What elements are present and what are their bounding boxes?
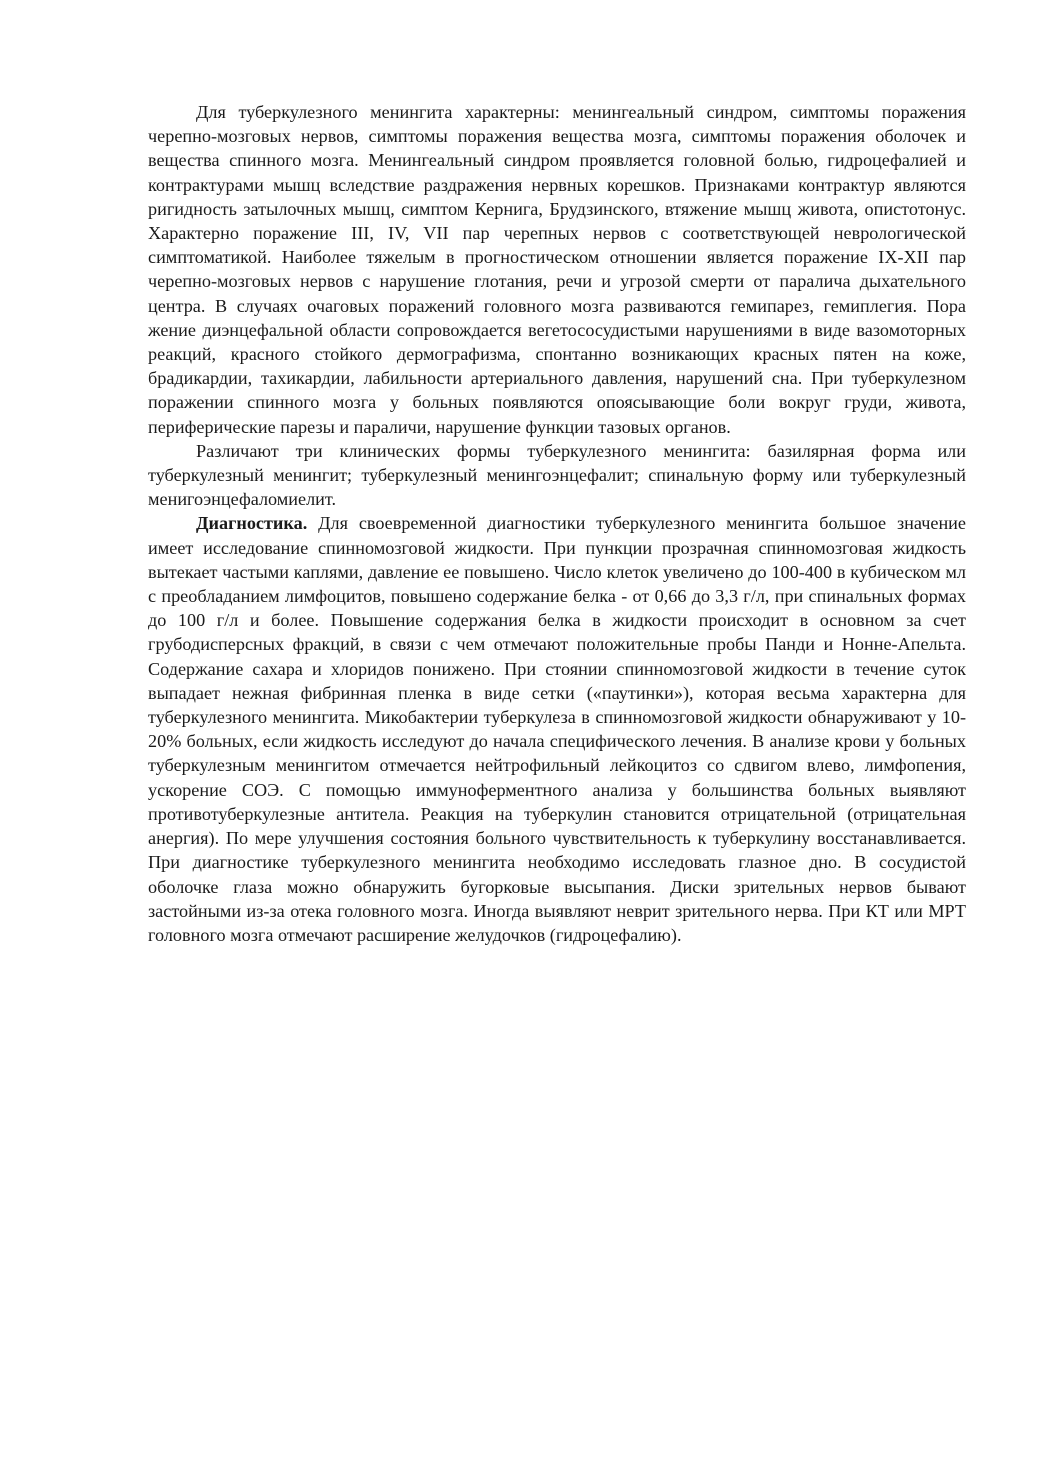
paragraph-clinical-forms — [148, 439, 966, 512]
paragraph-text: Для туберкулезного менингита характерны: менингеальный синдром, симптомы поражения черепно-мозговых нервов, симптомы поражения вещества мозга, симптомы поражения оболочек и вещества спинного мозга. Менингеальный синдром проявляется головной болью, гидроцефалией и контрактурами мышц вследствие раздражения нервных корешков. Признаками контрактур являются ригидность затылочных мышц, симптом Кернига, Брудзинского, втяжение мышц живота, опистотонус. Характерно поражение III, IV, VII пар черепных нервов с соответствующей неврологической симптоматикой. Наиболее тяжелым в прогностическом отношении является поражение IX-XII пар черепно-мозговых нервов с нарушение глотания, речи и угрозой смерти от паралича дыхательного центра. В случаях очаговых поражений головного мозга развиваются гемипарез, гемиплегия. Пора жение диэнцефальной области сопровождается вегетососудистыми нарушениями в виде вазомоторных реакций, красного стойкого дермографизма, спонтанно возникающих красных пятен на коже, брадикардии, тахикардии, лабильности артериального давления, нарушений сна. При туберкулезном поражении спинного мозга у больных появляются опоясывающие боли вокруг груди, живота, периферические парезы и параличи, нарушение функции тазовых органов. — [148, 102, 966, 437]
paragraph-lead-diagnostics: Диагностика. — [196, 513, 308, 534]
document-page — [148, 100, 966, 947]
paragraph-text: Различают три клинических формы туберкулезного менингита: базилярная форма или туберкулезный менингит; туберкулезный менингоэнцефалит; спинальную форму или туберкулезный менигоэнцефаломиелит. — [148, 440, 966, 510]
paragraph-diagnostics — [148, 511, 966, 947]
paragraph-symptoms — [148, 100, 966, 439]
paragraph-text: Для своевременной диагностики туберкулезного менингита большое значение имеет исследование спинномозговой жидкости. При пункции прозрачная спинномозговая жидкость вытекает частыми каплями, давление ее повышено. Число клеток увеличено до 100-400 в кубическом мл с преобладанием лимфоцитов, повышено содержание белка - от 0,66 до 3,3 г/л, при спинальных формах до 100 г/л и более. Повышение содержания белка в жидкости происходит в основном за счет грубодисперсных фракций, в связи с чем отмечают положительные пробы Панди и Нонне-Апельта. Содержание сахара и хлоридов понижено. При стоянии спинномозговой жидкости в течение суток выпадает нежная фибринная пленка в виде сетки («паутинки»), которая весьма характерна для туберкулезного менингита. Микобактерии туберкулеза в спинномозговой жидкости обнаруживают у 10-20% больных, если жидкость исследуют до начала специфического лечения. В анализе крови у больных туберкулезным менингитом отмечается нейтрофильный лейкоцитоз со сдвигом влево, лимфопения, ускорение СОЭ. С помощью иммуноферментного анализа у большинства больных выявляют противотуберкулезные антитела. Реакция на туберкулин становится отрицательной (отрицательная анергия). По мере улучшения состояния больного чувствительность к туберкулину восстанавливается. При диагностике туберкулезного менингита необходимо исследовать глазное дно. В сосудистой оболочке глаза можно обнаружить бугорковые высыпания. Диски зрительных нервов бывают застойными из-за отека головного мозга. Иногда выявляют неврит зрительного нерва. При КТ или МРТ головного мозга отмечают расширение желудочков (гидроцефалию). — [148, 513, 966, 945]
